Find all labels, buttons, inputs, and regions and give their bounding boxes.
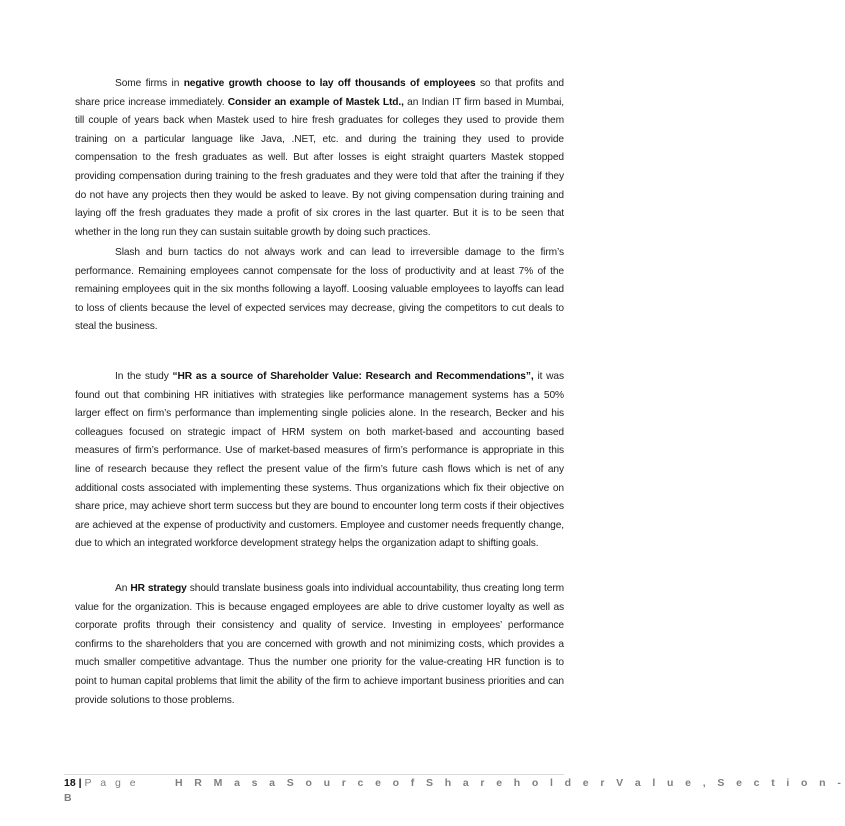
text-run: Some firms in (115, 78, 184, 89)
text-run: so that profits and share price increase immediately. (75, 78, 565, 108)
paragraph-1 (75, 75, 564, 242)
text-run: Slash and burn tactics do not always work and can lead to irreversible damage to the firm’s performance. Remaining employees cannot compensate for the loss of productivity and at least 7% of the remaining employees quit in the six months following a layoff. Loosing valuable employees to layoffs can lead to loss of clients because the level of expected services may decrease, giving the competitors to cut deals to steal the business. (75, 247, 564, 333)
page-number: 18 (64, 777, 76, 789)
page-footer (64, 776, 845, 804)
paragraph-2 (75, 244, 564, 337)
footer-title: H R M a s a S o u r c e o f S h a r e h o l d e r V a l u e , S e c t i o n - (175, 777, 845, 789)
text-run: In the study (115, 371, 173, 382)
bold-text-run: negative growth choose to lay off thousands of employees (183, 78, 476, 89)
text-run: an Indian IT firm based in Mumbai, till couple of years back when Mastek used to hire fresh graduates for colleges they used to provide them training on a particular language like Java, .NET, etc. and during the training they used to provide compensation to the fresh graduates as well. But after losses is eight straight quarters Mastek stopped providing compensation during training to the fresh graduates and they were told that after the training if they do not have any projects then they would be asked to leave. By not giving compensation during training and laying off the fresh graduates they made a profit of six crores in the last quarter. But it is to be seen that whether in the long run they can sustain suitable growth by doing such practices. (75, 96, 564, 238)
paragraph-3 (75, 368, 564, 554)
page-label: P a g e (84, 777, 139, 789)
footer-divider (64, 774, 564, 775)
bold-text-run: “HR as a source of Shareholder Value: Research and Recommendations”, (172, 371, 534, 382)
bold-text-run: Consider an example of Mastek Ltd., (227, 96, 404, 108)
paragraph-4 (75, 580, 564, 710)
bold-text-run: HR strategy (130, 583, 187, 594)
footer-title-continuation: B (64, 792, 72, 804)
text-run: it was found out that combining HR initiatives with strategies like performance management systems has a 50% larger effect on firm’s performance than implementing single policies alone. In the research, Becker and his colleagues focused on strategic impact of HRM system on both market-based and accounting based measures of firm’s performance. Use of market-based measures of firm’s performance is appropriate in this line of research because they reflect the present value of the firm’s future cash flows which is net of any additional costs associated with implementing these systems. Thus organizations which fix their objective on share price, may achieve short term success but they are bound to encounter long term costs if their objectives are achieved at the expense of productivity and customers. Employee and customer needs frequently change, due to which an integrated workforce development strategy helps the organization adapt to shifting goals. (75, 371, 564, 550)
text-run: An (115, 583, 131, 594)
text-run: should translate business goals into individual accountability, thus creating long term value for the organization. This is because engaged employees are able to drive customer loyalty as well as corporate profits through their consistency and quality of service. Investing in employees’ performance confirms to the shareholders that you are concerned with growth and not minimizing costs, which provides a much smaller competitive advantage. Thus the number one priority for the value-creating HR function is to point to human capital problems that limit the ability of the firm to achieve important business priorities and can provide solutions to those problems. (75, 583, 564, 706)
footer-separator: | (78, 777, 82, 789)
